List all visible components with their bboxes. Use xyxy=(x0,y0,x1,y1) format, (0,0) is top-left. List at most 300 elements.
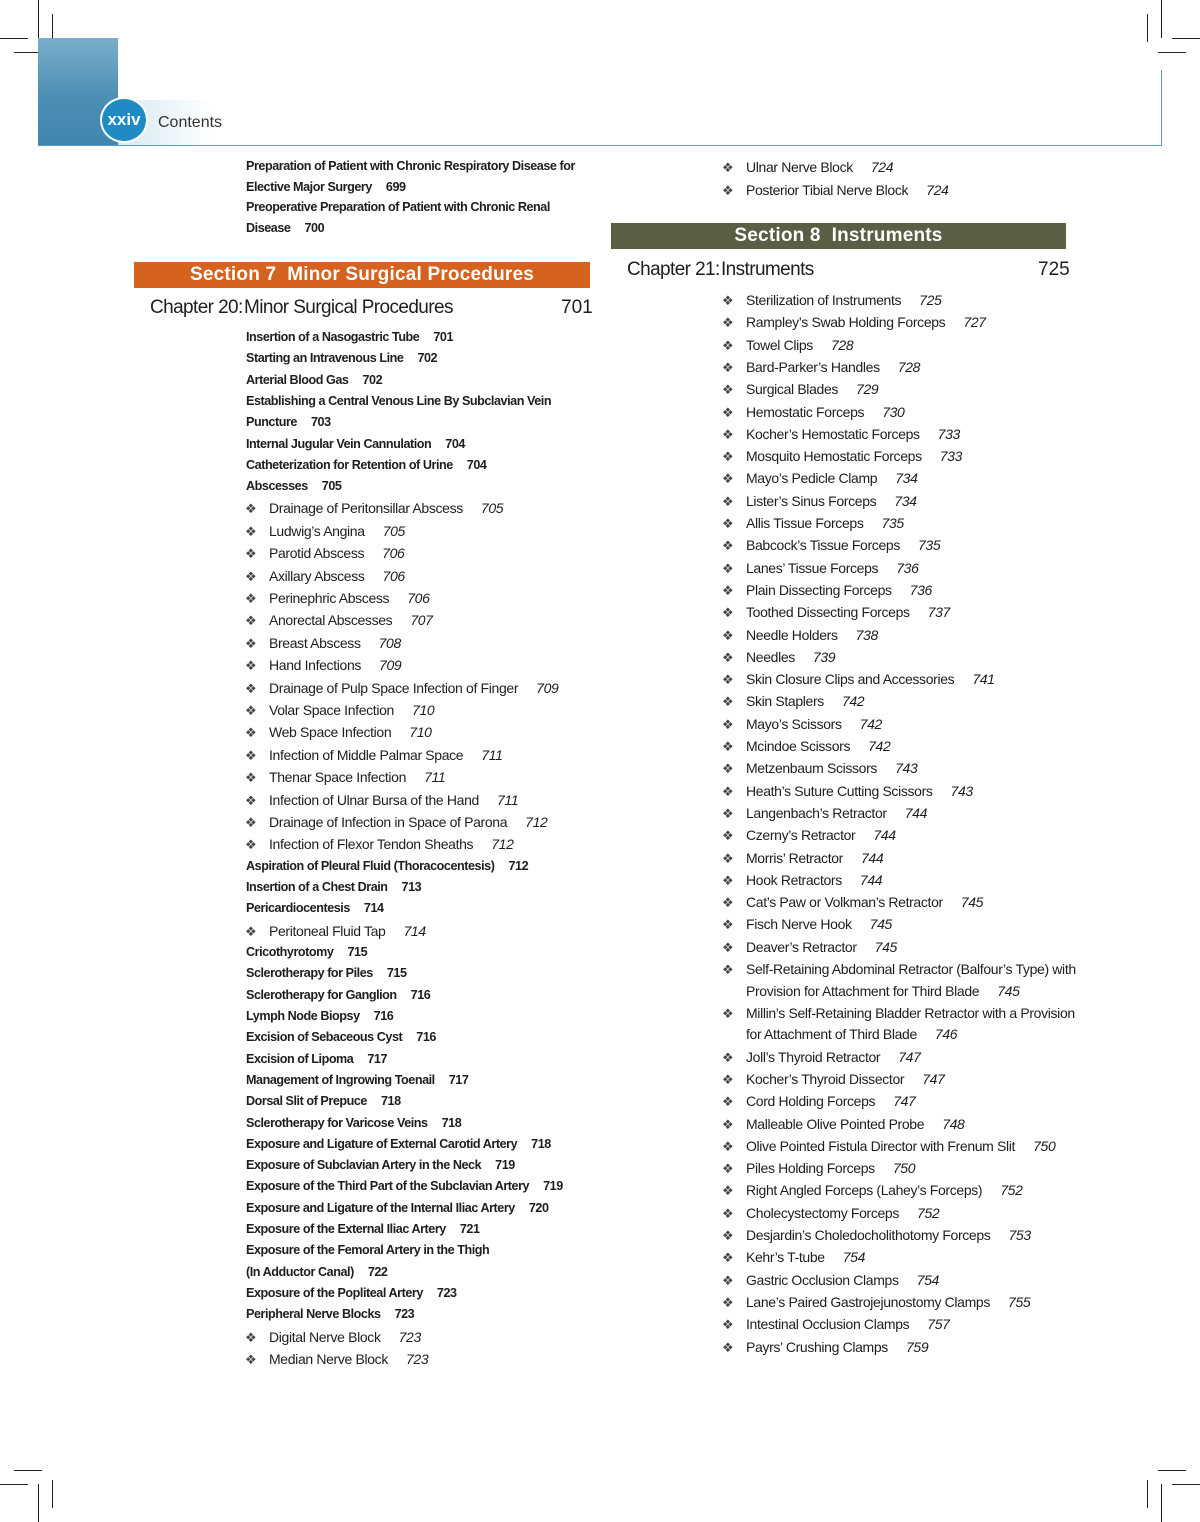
crop-mark xyxy=(52,1480,53,1508)
toc-entry xyxy=(246,373,382,387)
toc-entry-page: 724 xyxy=(926,181,949,198)
diamond-bullet-icon: ❖ xyxy=(245,703,257,718)
toc-entry-page: 753 xyxy=(1008,1227,1031,1243)
toc-entry-title: Allis Tissue Forceps xyxy=(746,515,864,531)
toc-entry-title: Pericardiocentesis xyxy=(246,901,350,916)
toc-entry-title: Anorectal Abscesses xyxy=(269,612,393,629)
diamond-bullet-icon: ❖ xyxy=(722,627,734,643)
toc-entry-title: Drainage of Infection in Space of Parona xyxy=(269,814,508,830)
toc-entry-title: Insertion of a Nasogastric Tube xyxy=(246,330,420,344)
toc-entry-title: Exposure and Ligature of External Carotid Artery xyxy=(246,1136,518,1151)
toc-bullet-item xyxy=(245,545,405,562)
toc-entry-page: 718 xyxy=(380,1094,401,1109)
toc-entry-title: Exposure of the Third Part of the Subclavian Artery xyxy=(246,1179,530,1194)
toc-entry-page: 717 xyxy=(367,1051,388,1066)
diamond-bullet-icon: ❖ xyxy=(722,716,734,732)
diamond-bullet-icon: ❖ xyxy=(722,1294,734,1310)
toc-bullet-item xyxy=(722,470,918,487)
toc-entry-page: 737 xyxy=(927,604,950,621)
toc-entry-title: Hook Retractors xyxy=(746,871,842,888)
toc-bullet-item xyxy=(722,871,883,888)
diamond-bullet-icon: ❖ xyxy=(722,293,734,308)
toc-entry-title: Exposure of the Femoral Artery in the Thigh xyxy=(246,1243,490,1258)
toc-entry-title: Cricothyrotomy xyxy=(246,945,334,960)
diamond-bullet-icon: ❖ xyxy=(722,449,734,465)
toc-bullet-item xyxy=(722,849,884,866)
diamond-bullet-icon: ❖ xyxy=(722,783,734,799)
toc-entry-page: 712 xyxy=(525,814,548,830)
toc-entry-title: Excision of Lipoma xyxy=(246,1051,354,1066)
toc-entry-title: Rampley’s Swab Holding Forceps xyxy=(746,314,946,331)
diamond-bullet-icon: ❖ xyxy=(245,725,257,741)
diamond-bullet-icon: ❖ xyxy=(722,1071,734,1087)
toc-bullet-item xyxy=(245,679,559,696)
toc-bullet-item xyxy=(722,403,905,420)
crop-mark xyxy=(1161,0,1162,38)
toc-entry xyxy=(246,880,421,894)
crop-mark xyxy=(38,1484,39,1522)
toc-entry-page: 713 xyxy=(401,880,422,895)
toc-entry-title: Heath’s Suture Cutting Scissors xyxy=(746,782,933,799)
diamond-bullet-icon: ❖ xyxy=(722,850,734,866)
toc-entry-page: 742 xyxy=(859,715,882,732)
toc-entry-page: 716 xyxy=(410,987,431,1002)
diamond-bullet-icon: ❖ xyxy=(722,1272,734,1288)
toc-bullet-item xyxy=(722,1293,1031,1310)
toc-entry-title: Intestinal Occlusion Clamps xyxy=(746,1316,910,1333)
toc-entry-page: 720 xyxy=(528,1200,549,1215)
diamond-bullet-icon: ❖ xyxy=(245,658,257,674)
toc-entry-title: Morris’ Retractor xyxy=(746,849,843,866)
toc-entry-title: Sclerotherapy for Piles xyxy=(246,966,373,981)
toc-entry xyxy=(246,1073,468,1087)
toc-entry-title: Sterilization of Instruments xyxy=(746,292,902,308)
diamond-bullet-icon: ❖ xyxy=(722,493,734,509)
toc-entry xyxy=(246,1009,393,1023)
toc-entry-page: 744 xyxy=(904,804,928,821)
chapter-20-title: Minor Surgical Procedures xyxy=(244,297,453,318)
chapter-21-number: Chapter 21: xyxy=(627,259,720,280)
toc-entry-title: Elective Major Surgery xyxy=(246,179,372,194)
diamond-bullet-icon: ❖ xyxy=(245,923,257,939)
toc-bullet-item xyxy=(722,1115,965,1132)
toc-entry-title: Exposure of Subclavian Artery in the Neck xyxy=(246,1158,482,1173)
diamond-bullet-icon: ❖ xyxy=(722,939,734,955)
diamond-bullet-icon: ❖ xyxy=(722,1250,734,1266)
toc-bullet-item xyxy=(722,1004,1075,1021)
toc-entry xyxy=(246,966,407,980)
toc-entry-title: Cord Holding Forceps xyxy=(746,1093,876,1110)
toc-entry xyxy=(246,159,575,173)
toc-entry-page: 702 xyxy=(362,372,383,387)
chapter-21-page: 725 xyxy=(1038,259,1070,280)
toc-bullet-item xyxy=(245,590,430,606)
toc-bullet-item xyxy=(722,1048,921,1065)
toc-bullet-item xyxy=(245,1328,421,1345)
toc-entry-page: 747 xyxy=(893,1093,916,1110)
toc-entry-title: Exposure of the External Iliac Artery xyxy=(246,1222,446,1236)
toc-entry-page: 717 xyxy=(448,1072,469,1087)
toc-entry xyxy=(246,351,437,365)
toc-entry-title: Toothed Dissecting Forceps xyxy=(746,604,910,621)
toc-bullet-item xyxy=(722,648,836,665)
crop-mark xyxy=(14,1470,42,1471)
toc-entry-title: Exposure and Ligature of the Internal Iliac Artery xyxy=(246,1200,515,1215)
toc-entry-title: Volar Space Infection xyxy=(269,702,394,718)
toc-bullet-item xyxy=(722,1182,1023,1199)
toc-entry-page: 744 xyxy=(873,827,896,844)
toc-entry xyxy=(246,1030,436,1044)
toc-entry xyxy=(246,479,341,493)
diamond-bullet-icon: ❖ xyxy=(245,635,257,651)
diamond-bullet-icon: ❖ xyxy=(245,501,257,517)
toc-entry-page: 755 xyxy=(1008,1293,1031,1310)
toc-entry xyxy=(246,1094,401,1108)
toc-entry-page: 705 xyxy=(321,479,342,494)
diamond-bullet-icon: ❖ xyxy=(722,605,734,621)
section-8-bar xyxy=(611,223,1066,249)
diamond-bullet-icon: ❖ xyxy=(722,160,734,175)
toc-bullet-item xyxy=(722,894,984,911)
diamond-bullet-icon: ❖ xyxy=(245,837,257,853)
diamond-bullet-icon: ❖ xyxy=(722,315,734,331)
toc-bullet-item xyxy=(722,738,891,754)
toc-bullet-item xyxy=(722,492,917,509)
toc-entry-title: Insertion of a Chest Drain xyxy=(246,880,388,895)
toc-entry-title: Lane’s Paired Gastrojejunostomy Clamps xyxy=(746,1293,991,1310)
toc-bullet-item xyxy=(722,604,950,621)
diamond-bullet-icon: ❖ xyxy=(722,471,734,487)
diamond-bullet-icon: ❖ xyxy=(245,568,257,584)
toc-bullet-item xyxy=(722,336,854,353)
toc-entry-title: Internal Jugular Vein Cannulation xyxy=(246,436,432,451)
toc-entry-page: 748 xyxy=(942,1115,965,1132)
toc-bullet-item xyxy=(722,181,949,198)
diamond-bullet-icon: ❖ xyxy=(245,680,257,696)
header-rule xyxy=(38,145,1162,146)
toc-bullet-item xyxy=(722,1338,929,1355)
toc-bullet-item xyxy=(722,961,1076,977)
toc-entry-page: 715 xyxy=(386,966,407,981)
diamond-bullet-icon: ❖ xyxy=(722,649,734,665)
toc-entry xyxy=(246,1243,489,1257)
toc-entry xyxy=(246,1137,551,1151)
toc-entry-page: 723 xyxy=(436,1285,457,1300)
toc-entry-title: for Attachment of Third Blade xyxy=(746,1026,917,1043)
toc-entry-title: Kocher’s Hemostatic Forceps xyxy=(746,425,920,442)
toc-bullet-item xyxy=(722,916,892,933)
toc-bullet-item xyxy=(746,983,1020,999)
toc-bullet-item xyxy=(722,693,865,710)
toc-entry-title: Hand Infections xyxy=(269,657,362,674)
diamond-bullet-icon: ❖ xyxy=(722,560,734,576)
toc-entry-title: Perinephric Abscess xyxy=(269,590,390,606)
diamond-bullet-icon: ❖ xyxy=(722,426,734,442)
crop-mark xyxy=(1172,1484,1200,1485)
toc-entry-page: 733 xyxy=(939,448,963,465)
toc-bullet-item xyxy=(245,522,405,539)
toc-entry-page: 744 xyxy=(859,871,883,888)
crop-mark xyxy=(38,0,39,38)
toc-entry-title: Fisch Nerve Hook xyxy=(746,916,852,933)
toc-entry-title: Gastric Occlusion Clamps xyxy=(746,1271,899,1288)
toc-entry-title: Disease xyxy=(246,220,291,235)
toc-entry-page: 728 xyxy=(830,336,854,353)
toc-entry-page: 743 xyxy=(950,782,973,799)
chapter-20-number: Chapter 20: xyxy=(150,297,243,318)
crop-mark xyxy=(1158,52,1186,53)
toc-entry-title: Preoperative Preparation of Patient with Chronic Renal xyxy=(246,200,550,214)
toc-entry-page: 706 xyxy=(382,545,405,562)
diamond-bullet-icon: ❖ xyxy=(245,1351,257,1367)
toc-entry-title: Towel Clips xyxy=(746,336,813,353)
toc-entry-title: Excision of Sebaceous Cyst xyxy=(246,1030,403,1045)
toc-entry-title: Arterial Blood Gas xyxy=(246,372,349,387)
diamond-bullet-icon: ❖ xyxy=(722,516,734,531)
toc-entry xyxy=(246,1201,549,1215)
toc-entry-page: 699 xyxy=(385,179,406,194)
diamond-bullet-icon: ❖ xyxy=(722,359,734,375)
toc-entry-page: 709 xyxy=(536,679,559,696)
crop-mark xyxy=(1147,1480,1148,1508)
toc-entry-page: 744 xyxy=(861,849,884,866)
toc-entry-page: 733 xyxy=(937,425,960,442)
toc-entry-title: Metzenbaum Scissors xyxy=(746,760,878,777)
toc-entry-title: (In Adductor Canal) xyxy=(246,1264,354,1279)
crop-mark xyxy=(0,1484,28,1485)
toc-entry-title: Olive Pointed Fistula Director with Frenum Slit xyxy=(746,1137,1016,1154)
diamond-bullet-icon: ❖ xyxy=(722,1094,734,1110)
diamond-bullet-icon: ❖ xyxy=(722,1116,734,1132)
toc-entry xyxy=(246,1286,457,1300)
section-7-title: Section 7 Minor Surgical Procedures xyxy=(189,264,534,285)
toc-entry-page: 754 xyxy=(842,1249,866,1266)
toc-bullet-item xyxy=(245,746,503,763)
toc-entry-title: Langenbach’s Retractor xyxy=(746,804,887,821)
diamond-bullet-icon: ❖ xyxy=(722,404,734,420)
toc-entry xyxy=(246,1307,414,1321)
toc-entry-page: 741 xyxy=(972,671,995,688)
toc-entry-page: 711 xyxy=(496,791,519,808)
diamond-bullet-icon: ❖ xyxy=(722,337,734,353)
toc-entry-page: 714 xyxy=(403,922,426,939)
toc-entry-page: 750 xyxy=(1033,1137,1056,1154)
toc-entry-page: 716 xyxy=(373,1009,394,1023)
toc-entry xyxy=(246,1265,388,1279)
toc-bullet-item xyxy=(245,634,401,651)
toc-entry xyxy=(246,437,465,451)
diamond-bullet-icon: ❖ xyxy=(245,747,257,763)
toc-entry-page: 721 xyxy=(459,1222,480,1236)
diamond-bullet-icon: ❖ xyxy=(245,770,257,786)
toc-entry-title: Piles Holding Forceps xyxy=(746,1160,875,1177)
toc-entry-page: 707 xyxy=(410,612,433,629)
toc-entry-title: Digital Nerve Block xyxy=(269,1328,381,1345)
toc-entry-page: 747 xyxy=(922,1070,945,1087)
toc-entry-title: Deaver’s Retractor xyxy=(746,938,857,955)
toc-entry xyxy=(246,458,486,472)
toc-bullet-item xyxy=(722,358,921,375)
toc-entry xyxy=(246,901,384,915)
toc-bullet-item xyxy=(722,537,941,554)
toc-entry-page: 711 xyxy=(481,746,503,763)
toc-bullet-item xyxy=(245,836,514,853)
toc-entry-page: 734 xyxy=(895,470,918,487)
toc-bullet-item xyxy=(722,1204,940,1221)
toc-entry-page: 722 xyxy=(367,1264,388,1279)
toc-entry-title: Infection of Middle Palmar Space xyxy=(269,746,464,763)
toc-bullet-item xyxy=(746,1026,957,1042)
toc-bullet-item xyxy=(245,1350,429,1367)
toc-bullet-item xyxy=(722,626,878,643)
toc-entry-page: 742 xyxy=(841,693,865,710)
toc-bullet-item xyxy=(722,448,963,465)
toc-entry-title: Kehr’s T-tube xyxy=(746,1249,825,1266)
toc-entry-title: Thenar Space Infection xyxy=(269,769,407,786)
toc-bullet-item xyxy=(722,671,995,688)
toc-entry-title: Desjardin’s Choledocholithotomy Forceps xyxy=(746,1227,991,1243)
section-7-bar xyxy=(134,262,590,288)
crop-mark xyxy=(1161,1484,1162,1522)
toc-entry-title: Cholecystectomy Forceps xyxy=(746,1204,900,1221)
diamond-bullet-icon: ❖ xyxy=(245,591,257,606)
toc-bullet-item xyxy=(722,581,932,598)
toc-entry-page: 714 xyxy=(363,901,384,916)
toc-entry-title: Skin Staplers xyxy=(746,693,824,710)
toc-bullet-item xyxy=(722,760,918,777)
diamond-bullet-icon: ❖ xyxy=(722,1161,734,1177)
diamond-bullet-icon: ❖ xyxy=(722,1005,734,1021)
toc-entry-title: Skin Closure Clips and Accessories xyxy=(746,671,955,688)
toc-entry-page: 739 xyxy=(812,648,836,665)
toc-bullet-item xyxy=(245,567,405,584)
toc-entry-page: 705 xyxy=(480,500,504,517)
toc-bullet-item xyxy=(722,381,879,398)
toc-entry xyxy=(246,330,453,344)
toc-entry-title: Axillary Abscess xyxy=(269,567,365,584)
toc-entry-title: Cat’s Paw or Volkman’s Retractor xyxy=(746,894,943,911)
toc-entry-title: Ulnar Nerve Block xyxy=(746,159,853,175)
toc-bullet-item xyxy=(722,938,897,955)
toc-entry-page: 710 xyxy=(409,724,432,741)
toc-entry-title: Peripheral Nerve Blocks xyxy=(246,1307,381,1322)
toc-entry-title: Bard-Parker’s Handles xyxy=(746,358,880,375)
toc-entry-title: Catheterization for Retention of Urine xyxy=(246,457,453,472)
toc-entry-page: 708 xyxy=(378,634,401,651)
toc-bullet-item xyxy=(722,559,919,576)
toc-bullet-item xyxy=(722,159,894,175)
toc-entry xyxy=(246,415,331,429)
toc-bullet-item xyxy=(722,804,928,821)
toc-bullet-item xyxy=(722,782,973,799)
toc-entry-title: Infection of Flexor Tendon Sheaths xyxy=(269,836,474,853)
toc-entry-title: Self-Retaining Abdominal Retractor (Balfour’s Type) with xyxy=(746,961,1076,977)
crop-mark xyxy=(0,38,28,39)
toc-entry-title: Sclerotherapy for Varicose Veins xyxy=(246,1115,428,1130)
toc-entry-page: 745 xyxy=(869,916,892,933)
toc-bullet-item xyxy=(722,1227,1031,1243)
toc-entry-title: Needle Holders xyxy=(746,626,838,643)
crop-mark xyxy=(1158,1470,1186,1471)
toc-bullet-item xyxy=(245,922,426,939)
toc-entry-title: Dorsal Slit of Prepuce xyxy=(246,1094,367,1109)
toc-entry-title: Needles xyxy=(746,648,795,665)
toc-entry-title: Joll’s Thyroid Retractor xyxy=(746,1048,881,1065)
toc-entry-title: Starting an Intravenous Line xyxy=(246,351,404,366)
toc-entry-page: 701 xyxy=(433,330,454,344)
toc-entry-page: 702 xyxy=(417,351,438,366)
toc-entry-page: 718 xyxy=(531,1136,551,1151)
toc-entry-page: 735 xyxy=(917,537,941,554)
toc-entry-title: Hemostatic Forceps xyxy=(746,403,865,420)
toc-entry-title: Infection of Ulnar Bursa of the Hand xyxy=(269,791,479,808)
toc-entry-page: 745 xyxy=(874,938,897,955)
toc-entry-title: Lanes’ Tissue Forceps xyxy=(746,559,879,576)
toc-entry xyxy=(246,1158,515,1172)
toc-entry-title: Czerny’s Retractor xyxy=(746,827,856,844)
toc-entry-title: Kocher’s Thyroid Dissector xyxy=(746,1070,905,1087)
diamond-bullet-icon: ❖ xyxy=(722,1183,734,1199)
toc-entry-page: 703 xyxy=(310,415,331,430)
toc-entry-page: 730 xyxy=(882,403,905,420)
chapter-20-page: 701 xyxy=(561,297,593,318)
toc-entry-page: 747 xyxy=(898,1048,921,1065)
toc-entry-title: Median Nerve Block xyxy=(269,1350,388,1367)
toc-bullet-item xyxy=(245,769,446,786)
toc-entry-page: 719 xyxy=(495,1158,515,1173)
diamond-bullet-icon: ❖ xyxy=(722,582,734,598)
toc-entry xyxy=(246,394,551,408)
diamond-bullet-icon: ❖ xyxy=(722,182,734,198)
toc-entry-page: 725 xyxy=(919,292,942,308)
toc-entry-title: Millin’s Self-Retaining Bladder Retractor with a Provision xyxy=(746,1004,1075,1021)
diamond-bullet-icon: ❖ xyxy=(722,1228,734,1243)
diamond-bullet-icon: ❖ xyxy=(722,962,734,977)
toc-entry xyxy=(246,221,324,235)
toc-entry xyxy=(246,859,528,873)
toc-entry-title: Lymph Node Biopsy xyxy=(246,1009,360,1023)
diamond-bullet-icon: ❖ xyxy=(245,792,257,808)
toc-entry-title: Surgical Blades xyxy=(746,381,839,398)
diamond-bullet-icon: ❖ xyxy=(722,805,734,821)
diamond-bullet-icon: ❖ xyxy=(245,815,257,830)
toc-entry-page: 724 xyxy=(870,159,894,175)
toc-entry-page: 728 xyxy=(897,358,921,375)
toc-entry-page: 754 xyxy=(916,1271,939,1288)
diamond-bullet-icon: ❖ xyxy=(722,694,734,710)
diamond-bullet-icon: ❖ xyxy=(722,1138,734,1154)
toc-entry-page: 723 xyxy=(405,1350,429,1367)
diamond-bullet-icon: ❖ xyxy=(722,739,734,754)
diamond-bullet-icon: ❖ xyxy=(722,1317,734,1333)
toc-entry-title: Preparation of Patient with Chronic Respiratory Disease for xyxy=(246,159,575,173)
diamond-bullet-icon: ❖ xyxy=(722,1205,734,1221)
toc-bullet-item xyxy=(722,1093,916,1110)
toc-entry-title: Sclerotherapy for Ganglion xyxy=(246,987,397,1002)
diamond-bullet-icon: ❖ xyxy=(722,1049,734,1065)
toc-entry-page: 711 xyxy=(424,769,446,786)
toc-entry xyxy=(246,1116,461,1130)
toc-entry-title: Drainage of Pulp Space Infection of Finger xyxy=(269,679,519,696)
toc-entry-title: Mayo’s Scissors xyxy=(746,715,842,732)
toc-entry-page: 750 xyxy=(892,1160,916,1177)
toc-bullet-item xyxy=(245,500,504,517)
diamond-bullet-icon: ❖ xyxy=(722,538,734,554)
diamond-bullet-icon: ❖ xyxy=(245,546,257,562)
toc-bullet-item xyxy=(722,1160,916,1177)
toc-entry-title: Babcock’s Tissue Forceps xyxy=(746,537,900,554)
section-8-title: Section 8 Instruments xyxy=(734,225,943,246)
